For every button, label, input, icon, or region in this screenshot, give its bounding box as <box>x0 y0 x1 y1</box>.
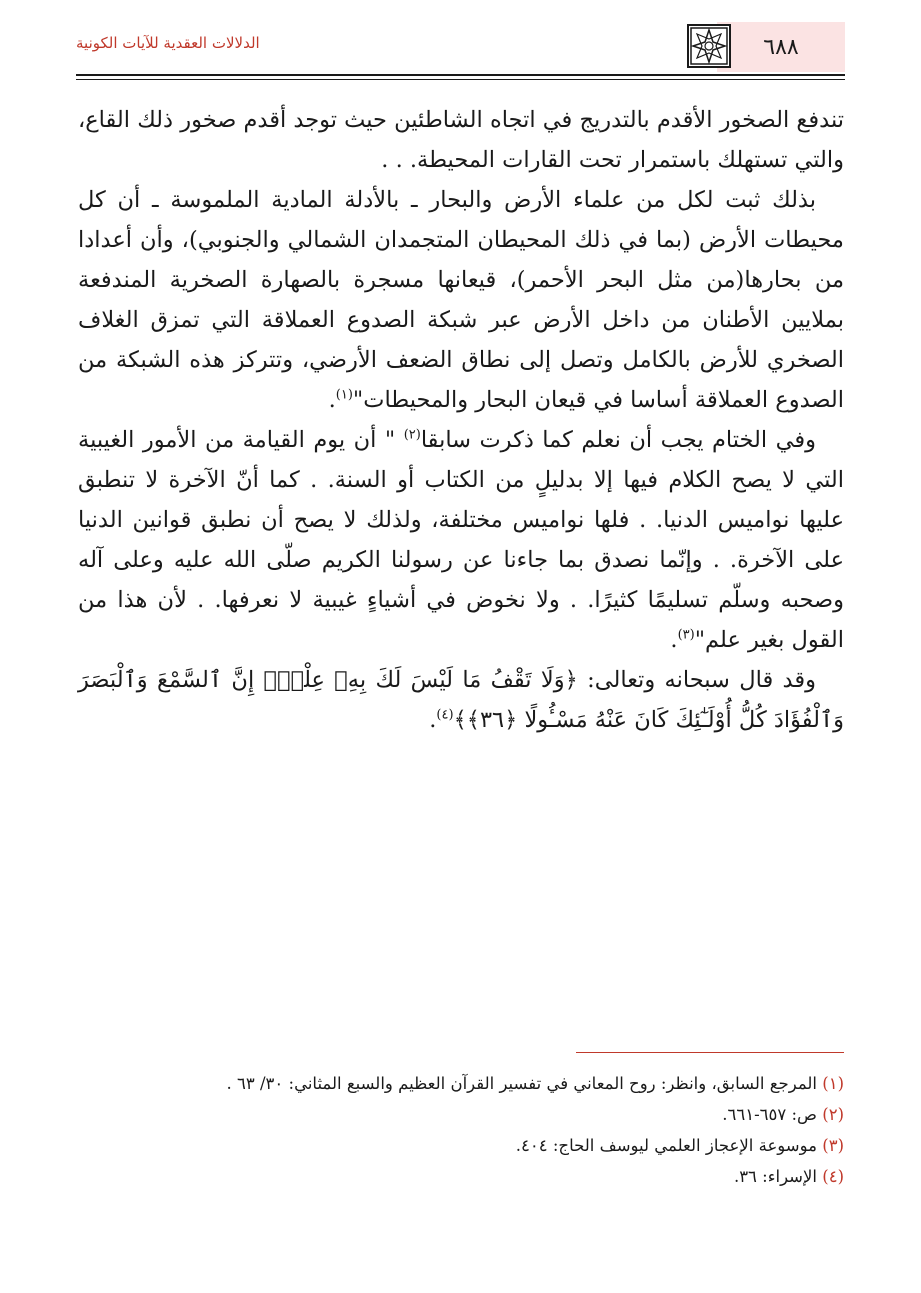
header-divider <box>76 74 845 76</box>
footnote-ref-4[interactable]: (٤) <box>436 707 454 723</box>
footnote-text: المرجع السابق، وانظر: روح المعاني في تفسير القرآن العظيم والسبع المثاني: ٣٠/ ٦٣ . <box>226 1074 823 1093</box>
page-number: ٦٨٨ <box>717 22 845 72</box>
footnote-4 <box>78 1161 844 1192</box>
paragraph-1-text: تندفع الصخور الأقدم بالتدريج في اتجاه الشاطئين حيث توجد أقدم صخور ذلك القاع، والتي تستهلك باستمرار تحت القارات المحيطة. . . <box>78 107 844 173</box>
paragraph-4-end: . <box>429 707 437 733</box>
footnote-ref-2[interactable]: (٢) <box>403 427 421 443</box>
footnote-text: موسوعة الإعجاز العلمي ليوسف الحاج: ٤٠٤. <box>515 1136 823 1155</box>
running-title: الدلالات العقدية للآيات الكونية <box>76 34 260 52</box>
paragraph-3-start: وفي الختام يجب أن نعلم كما ذكرت سابقا <box>420 427 817 453</box>
footnote-3 <box>78 1130 844 1161</box>
paragraph-2-end: . <box>328 387 336 413</box>
footnotes <box>78 1068 844 1192</box>
paragraph-3 <box>78 420 844 660</box>
page-header <box>76 22 845 72</box>
footnote-divider <box>576 1052 844 1053</box>
footnote-number: (١) <box>822 1074 844 1093</box>
footnote-text: الإسراء: ٣٦. <box>733 1167 823 1186</box>
footnote-text: ص: ٦٥٧-٦٦١. <box>722 1105 823 1124</box>
paragraph-2-text: بذلك ثبت لكل من علماء الأرض والبحار ـ بالأدلة المادية الملموسة ـ أن كل محيطات الأرض (بما في ذلك المحيطان المتجمدان الشمالي والجنوبي)، وأن أعدادا من بحارها(من مثل البحر الأحمر)، قيعانها مسجرة بالصهارة الصخرية المندفعة بملايين الأطنان من داخل الأرض عبر شبكة الصدوع العملاقة التي تمزق الغلاف الصخري للأرض بالكامل وتصل إلى نطاق الضعف الأرضي، وتتركز هذه الشبكة من الصدوع العملاقة أساسا في قيعان البحار والمحيطات" <box>78 187 844 413</box>
paragraph-2 <box>78 180 844 420</box>
geometric-ornament-icon <box>687 24 731 68</box>
paragraph-1 <box>78 100 844 180</box>
footnote-2 <box>78 1099 844 1130</box>
footnote-1 <box>78 1068 844 1099</box>
footnote-ref-3[interactable]: (٣) <box>677 627 695 643</box>
footnote-number: (٢) <box>822 1105 844 1124</box>
footnote-number: (٤) <box>822 1167 844 1186</box>
paragraph-4-start: وقد قال سبحانه وتعالى: <box>577 667 816 693</box>
paragraph-3-end: . <box>670 627 678 653</box>
paragraph-3-text: " أن يوم القيامة من الأمور الغيبية التي لا يصح الكلام فيها إلا بدليلٍ من الكتاب أو السنة. . كما أنّ الآخرة لا تنطبق عليها نواميس الدنيا. . فلها نواميس مختلفة، ولذلك لا يصح أن نطبق قوانين الدنيا على الآخرة. . وإنّما نصدق بما جاءنا عن رسولنا الكريم صلّى الله عليه وعلى آله وصحبه وسلّم تسليمًا كثيرًا. . ولا نخوض في أشياءٍ غيبية لا نعرفها. . لأن هذا من القول بغير علم" <box>78 427 844 653</box>
quran-verse: ﴿وَلَا تَقْفُ مَا لَيْسَ لَكَ بِهِۦ عِلْمٌۚ إِنَّ ٱلسَّمْعَ وَٱلْبَصَرَ وَٱلْفُؤَادَ كُلُّ أُوْلَـٰٓئِكَ كَانَ عَنْهُ مَسْـُٔولًا ﴿٣٦﴾﴾ <box>78 667 844 733</box>
paragraph-4 <box>78 660 844 740</box>
footnote-ref-1[interactable]: (١) <box>335 387 353 403</box>
footnote-number: (٣) <box>822 1136 844 1155</box>
header-divider-thin <box>76 79 845 80</box>
main-text <box>78 100 844 740</box>
